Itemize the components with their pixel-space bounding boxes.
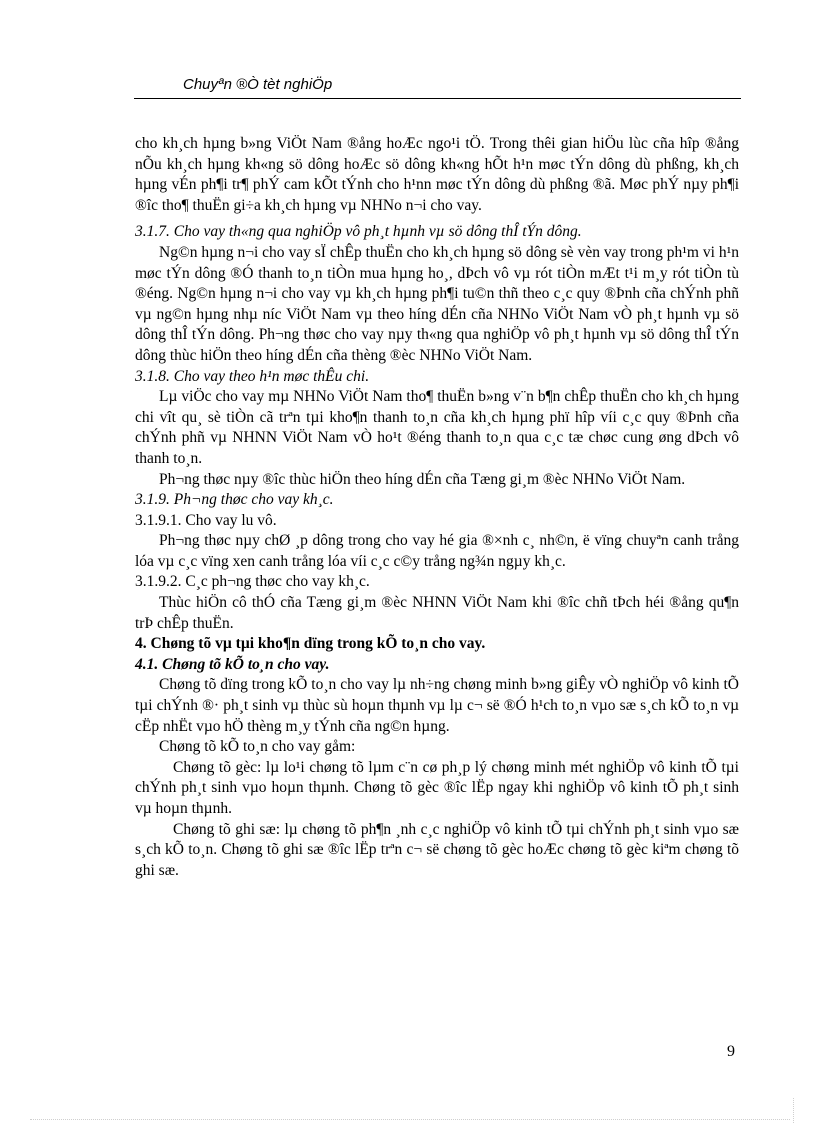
paragraph-overdraft-guidance: Ph¬ng thøc nµy ®îc thùc hiÖn theo híng dÉn cña Tæng gi¸m ®èc NHNo ViÖt Nam. [159, 470, 686, 488]
page-header-title: Chuyªn ®Ò tèt nghiÖp [183, 76, 333, 93]
page-number: 9 [727, 1043, 735, 1060]
paragraph-vouchers-include: Chøng tõ kÕ to¸n cho vay gåm: [159, 738, 356, 756]
paragraph-original-voucher: Chøng tõ gèc: lµ lo¹i chøng tõ lµm c¨n cø ph¸p lý chøng minh mét nghiÖp vô kinh tÕ tµi chÝnh ph¸t sinh vµo hoµn thµnh. Chøng tõ gèc ®îc lËp ngay khi nghiÖp vô kinh tÕ ph¸t sinh vµ hoµn thµnh. [135, 758, 739, 817]
document-body [135, 134, 739, 881]
section-heading-3-1-9: 3.1.9. Ph¬ng thøc cho vay kh¸c. [135, 491, 334, 509]
footer-dotted-rule [30, 1119, 790, 1120]
paragraph-other-methods: Thùc hiÖn cô thÓ cña Tæng gi¸m ®èc NHNN ViÖt Nam khi ®îc chñ tÞch héi ®ång qu¶n trÞ chÊp thuËn. [135, 594, 739, 632]
paragraph-seasonal-loan: Ph¬ng thøc nµy chØ ¸p dông trong cho vay hé gia ®×nh c¸ nh©n, ë vïng chuyªn canh trång lóa vµ c¸c vïng xen canh trång lóa víi c¸c c©y trång ng¾n ngµy kh¸c. [135, 532, 739, 570]
section-heading-4-1: 4.1. Chøng tõ kÕ to¸n cho vay. [135, 655, 330, 673]
section-heading-3-1-8: 3.1.8. Cho vay theo h¹n møc thÊu chi. [135, 367, 370, 385]
corner-crop-mark [793, 1098, 794, 1123]
paragraph-posting-voucher: Chøng tõ ghi sæ: lµ chøng tõ ph¶n ¸nh c¸c nghiÖp vô kinh tÕ tµi chÝnh ph¸t sinh vµo sæ s¸ch kÕ to¸n. Chøng tõ ghi sæ ®îc lËp trªn c¬ së chøng tõ gèc hoÆc chøng tõ gèc kiªm chøng tõ ghi sæ. [135, 820, 739, 879]
section-heading-3-1-7: 3.1.7. Cho vay th«ng qua nghiÖp vô ph¸t hµnh vµ sö dông thÎ tÝn dông. [135, 223, 582, 241]
subheading-3-1-9-1: 3.1.9.1. Cho vay lu vô. [135, 511, 277, 529]
subheading-3-1-9-2: 3.1.9.2. C¸c ph¬ng thøc cho vay kh¸c. [135, 573, 370, 591]
paragraph-credit-reserve: cho kh¸ch hµng b»ng ViÖt Nam ®ång hoÆc ngo¹i tÖ. Trong thêi gian hiÖu lùc cña hîp ®ång nÕu kh¸ch hµng kh«ng sö dông hoÆc sö dông kh«ng hÕt h¹n møc tÝn dông dù phßng, kh¸ch hµng vÉn ph¶i tr¶ phÝ cam kÕt tÝnh cho h¹nn møc tÝn dông dù phßng ®ã. Møc phÝ nµy ph¶i ®îc tho¶ thuËn gi÷a kh¸ch hµng vµ NHNo n¬i cho vay. [135, 135, 739, 214]
section-heading-4: 4. Chøng tõ vµ tµi kho¶n dïng trong kÕ to¸n cho vay. [135, 635, 486, 653]
header-rule [134, 98, 741, 99]
paragraph-credit-card: Ng©n hµng n¬i cho vay sÏ chÊp thuËn cho kh¸ch hµng sö dông sè vèn vay trong ph¹m vi h¹n møc tÝn dông ®Ó thanh to¸n tiÒn mua hµng ho¸, dÞch vô vµ rót tiÒn mÆt t¹i m¸y rót tiÒn tù ®éng. Ng©n hµng n¬i cho vay vµ kh¸ch hµng ph¶i tu©n thñ theo c¸c quy ®Þnh cña chÝnh phñ vµ ng©n hµng nhµ níc ViÖt Nam vµ theo híng dÉn cña NHNo ViÖt Nam vÒ ph¸t hµnh vµ sö dông thÎ tÝn dông. Ph¬ng thøc cho vay nµy th«ng qua nghiÖp vô ph¸t hµnh vµ sö dông thÎ tÝn dông thùc hiÖn theo híng dÉn cña thèng ®èc NHNo ViÖt Nam. [135, 243, 739, 364]
paragraph-vouchers-definition: Chøng tõ dïng trong kÕ to¸n cho vay lµ nh÷ng chøng minh b»ng giÊy vÒ nghiÖp vô kinh tÕ tµi chÝnh ®· ph¸t sinh vµ thùc sù hoµn thµnh vµ lµ c¬ së ®Ó h¹ch to¸n vµo sæ s¸ch kÕ to¸n vµ cËp nhËt vµo hÖ thèng m¸y tÝnh cña ng©n hµng. [135, 676, 739, 735]
paragraph-overdraft: Lµ viÖc cho vay mµ NHNo ViÖt Nam tho¶ thuËn b»ng v¨n b¶n chÊp thuËn cho kh¸ch hµng chi vît qu¸ sè tiÒn cã trªn tµi kho¶n thanh to¸n cña kh¸ch hµng phï hîp víi c¸c quy ®Þnh cña chÝnh phñ vµ NHNN ViÖt Nam vÒ ho¹t ®éng thanh to¸n qua c¸c tæ chøc cung øng dÞch vô thanh to¸n. [135, 388, 739, 467]
